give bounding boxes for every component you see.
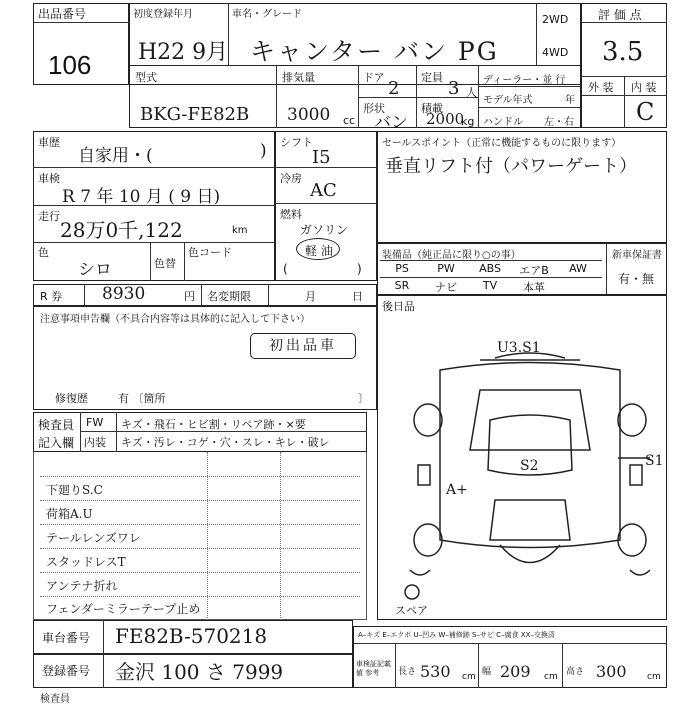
model-year-unit: 年 bbox=[565, 95, 575, 106]
shaken-label: 車検 bbox=[38, 172, 60, 185]
equipment-item-0-2: ABS bbox=[479, 262, 501, 275]
score-label: 評 価 点 bbox=[598, 8, 642, 22]
equipment-label: 装備品（純正品に限り○の事） bbox=[382, 250, 521, 261]
length-unit: cm bbox=[462, 672, 476, 682]
shift-value: I5 bbox=[312, 147, 331, 168]
history-label: 車歴 bbox=[38, 136, 60, 149]
doors-label: ドア bbox=[363, 71, 385, 84]
fuel-alt: 軽 油 bbox=[305, 244, 333, 258]
first-registration-value: H22 9月 bbox=[138, 40, 229, 65]
repair-close: 〕 bbox=[358, 392, 369, 405]
mark-s2: S2 bbox=[520, 458, 539, 474]
equipment-item-0-1: PW bbox=[437, 262, 455, 275]
inspection-note-1: 下廻りS.C bbox=[46, 483, 103, 497]
footer-inspector-label: 検査員 bbox=[40, 694, 70, 705]
sales-point-label: セールスポイント（正常に機能するものに限ります） bbox=[382, 138, 622, 149]
vehicle-name: キャンター バン PG bbox=[250, 37, 499, 66]
drive-4wd: 4WD bbox=[542, 46, 569, 59]
registration-label: 登録番号 bbox=[42, 664, 91, 678]
recycle-value: 8930 bbox=[102, 284, 146, 304]
spare-label: スペア bbox=[395, 604, 428, 617]
fuel-label: 燃料 bbox=[280, 208, 302, 221]
later-items-label: 後日品 bbox=[382, 300, 415, 313]
sales-point-text: 垂直リフト付（パワーゲート） bbox=[385, 156, 637, 177]
width-label: 幅 bbox=[482, 667, 492, 677]
displacement-value: 3000 bbox=[287, 105, 331, 125]
fuel-circle-mark bbox=[296, 238, 340, 260]
load-label: 積載 bbox=[421, 102, 443, 115]
equipment-item-0-4: AW bbox=[569, 262, 587, 275]
deadline-day: 日 bbox=[352, 290, 363, 303]
mark-s1: S1 bbox=[645, 453, 664, 469]
mileage-label: 走行 bbox=[38, 210, 60, 223]
exterior-label: 外 装 bbox=[588, 81, 614, 94]
drive-2wd: 2WD bbox=[542, 13, 569, 26]
recycle-yen: 円 bbox=[184, 290, 195, 303]
doors-value: 2 bbox=[388, 78, 400, 99]
load-unit: kg bbox=[461, 115, 475, 128]
chassis-label: 車台番号 bbox=[42, 631, 91, 645]
interior-entry-label: 内装 bbox=[84, 436, 106, 449]
score-value: 3.5 bbox=[602, 37, 644, 67]
lot-number: 106 bbox=[48, 50, 92, 80]
inspection-note-6: フェンダーミラーテープ止め bbox=[46, 602, 201, 616]
fw-text: キズ・飛石・ヒビ割・リペア跡・×要 bbox=[121, 418, 306, 431]
equipment-grid bbox=[380, 260, 602, 294]
chassis-value: FE82B-570218 bbox=[115, 624, 268, 648]
inspection-note-2: 荷箱A.U bbox=[46, 507, 93, 521]
mark-u3s1: U3.S1 bbox=[497, 340, 541, 356]
height-value: 300 bbox=[596, 662, 627, 681]
equipment-item-1-2: TV bbox=[482, 279, 498, 292]
capacity-label: 定員 bbox=[421, 71, 443, 84]
length-label: 長さ bbox=[398, 667, 417, 677]
shift-label: シフト bbox=[280, 136, 313, 149]
height-unit: cm bbox=[647, 672, 661, 682]
warranty-label: 新車保証書 bbox=[612, 250, 662, 261]
repair-value: 有 〔箇所 bbox=[118, 392, 166, 405]
fw-label: FW bbox=[86, 416, 104, 429]
height-label: 高さ bbox=[566, 667, 585, 677]
model-year-label: モデル年式 bbox=[483, 95, 533, 106]
shape-label: 形状 bbox=[363, 102, 385, 115]
equipment-item-1-1: ナビ bbox=[435, 281, 457, 294]
equipment-item-0-3: エアB bbox=[519, 264, 549, 277]
equipment-item-1-3: 本革 bbox=[523, 281, 545, 294]
interior-grade-label: 内 装 bbox=[631, 81, 657, 94]
damage-legend: A–キズ E–エクボ U–凹み W–補修跡 S–サビ C–腐食 XX–交換済 bbox=[358, 631, 555, 639]
first-listing-stamp: 初出品車 bbox=[250, 333, 356, 359]
shape-value: バン bbox=[374, 113, 408, 133]
capacity-value: 3 bbox=[448, 78, 460, 99]
interior-entry-text: キズ・汚レ・コゲ・穴・スレ・キレ・破レ bbox=[121, 436, 330, 449]
fuel-value: ガソリン bbox=[300, 223, 349, 237]
notes-label: 注意事項申告欄（不具合内容等は具体的に記入して下さい） bbox=[40, 314, 310, 325]
repair-label: 修復歴 bbox=[55, 392, 88, 405]
mileage-unit: km bbox=[232, 225, 248, 236]
entry-label: 記入欄 bbox=[38, 436, 75, 450]
dimensions-label: 車検証記載値 参考 bbox=[356, 660, 391, 677]
mileage-value: 28万0千,122 bbox=[60, 218, 183, 242]
load-value: 2000 bbox=[426, 110, 465, 128]
shaken-value: R 7 年 10 月 ( 9 日) bbox=[62, 187, 221, 207]
color-value: シロ bbox=[78, 260, 112, 280]
handle-options: 左・右 bbox=[544, 117, 574, 128]
cc-unit: cc bbox=[343, 114, 356, 127]
inspection-note-3: テールレンズワレ bbox=[46, 531, 141, 545]
handle-label: ハンドル bbox=[483, 117, 523, 128]
ac-label: 冷房 bbox=[280, 172, 302, 185]
ac-value: AC bbox=[310, 180, 337, 201]
warranty-value: 有・無 bbox=[618, 272, 655, 286]
color-change-label: 色替 bbox=[154, 257, 176, 270]
mark-a-plus: A+ bbox=[446, 482, 468, 498]
equipment-item-1-0: SR bbox=[394, 279, 410, 292]
model-value: BKG-FE82B bbox=[140, 104, 250, 125]
color-label: 色 bbox=[38, 246, 49, 259]
width-value: 209 bbox=[500, 662, 531, 681]
lot-number-label: 出品番号 bbox=[38, 7, 87, 21]
interior-grade-value: C bbox=[636, 98, 655, 126]
fuel-paren-close: ) bbox=[357, 262, 362, 276]
length-value: 530 bbox=[420, 662, 451, 681]
deadline-month: 月 bbox=[305, 290, 316, 303]
recycle-label: R 券 bbox=[40, 290, 63, 303]
capacity-unit: 人 bbox=[466, 86, 477, 99]
first-registration-label: 初度登録年月 bbox=[133, 9, 193, 20]
dealer-label: ディーラー・並 行 bbox=[483, 75, 566, 86]
inspector-label: 検査員 bbox=[38, 418, 75, 432]
equipment-item-0-0: PS bbox=[395, 262, 409, 275]
inspection-note-5: アンテナ折れ bbox=[46, 579, 118, 593]
model-label: 型式 bbox=[135, 71, 157, 84]
width-unit: cm bbox=[544, 672, 558, 682]
fuel-paren-open: ( bbox=[283, 262, 288, 276]
displacement-label: 排気量 bbox=[282, 71, 315, 84]
inspection-note-4: スタッドレスT bbox=[46, 555, 126, 569]
history-close: ) bbox=[260, 141, 267, 161]
color-code-label: 色コード bbox=[188, 246, 232, 259]
registration-value: 金沢 100 さ 7999 bbox=[115, 660, 284, 684]
deadline-label: 名変期限 bbox=[207, 290, 251, 303]
history-value: 自家用・( bbox=[78, 146, 153, 166]
vehicle-name-label: 車名・グレード bbox=[232, 9, 302, 20]
